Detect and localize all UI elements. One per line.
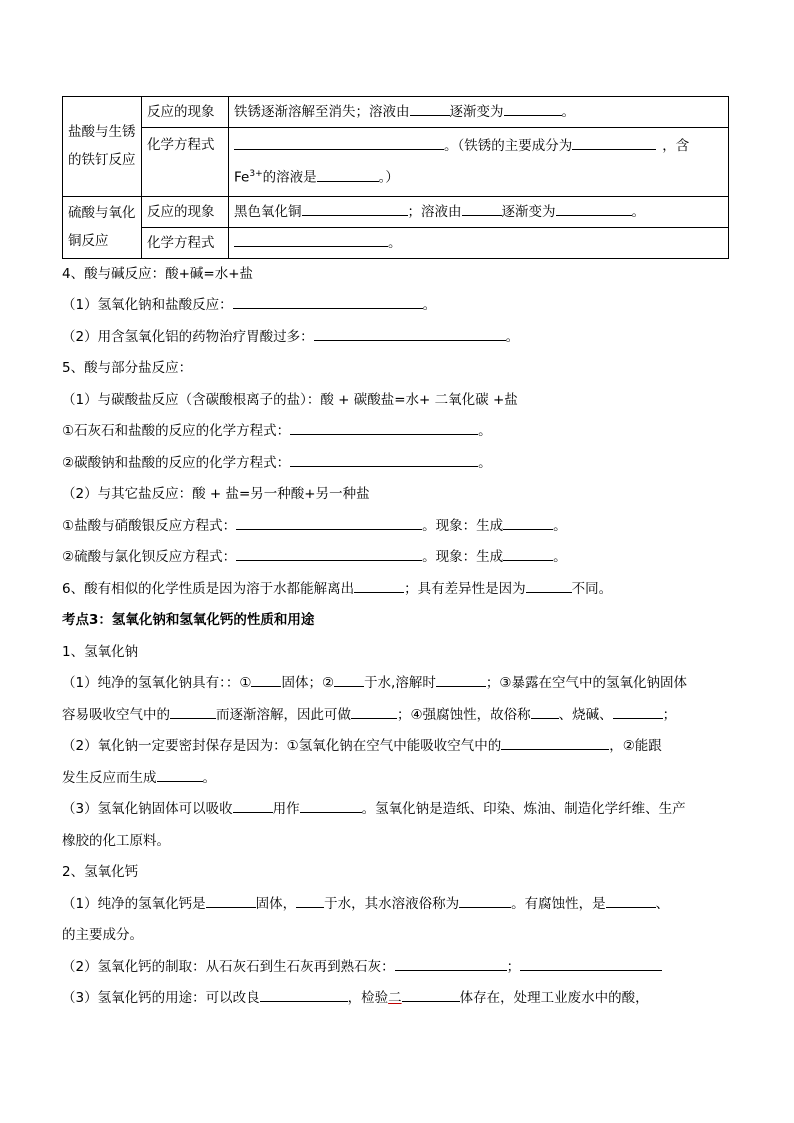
table-group-cell: 盐酸与生锈的铁钉反应 — [63, 97, 142, 197]
table-row — [63, 97, 729, 128]
question-line: 的主要成分。 — [62, 927, 143, 943]
question-line: （1）纯净的氢氧化钙是 固体， 于水，其水溶液俗称为 。有腐蚀性，是 、 — [62, 889, 732, 921]
table-group-cell: 硫酸与氧化铜反应 — [63, 196, 142, 258]
reaction-table — [62, 96, 729, 259]
question-line: （1）与碳酸盐反应（含碳酸根离子的盐）：酸 + 碳酸盐=水+ 二氧化碳 +盐 — [62, 391, 518, 408]
question-line: ①石灰石和盐酸的反应的化学方程式： 。 — [62, 416, 732, 448]
question-line: （3）氢氧化钙的用途：可以改良 ，检验二 体存在，处理工业废水中的酸， — [62, 983, 732, 1015]
table-content-cell: 。 — [229, 227, 729, 258]
table-row — [63, 227, 729, 258]
section-heading: 4、酸与碱反应：酸+碱=水+盐 — [62, 265, 254, 282]
section-heading: 5、酸与部分盐反应： — [62, 360, 193, 376]
question-line: 发生反应而生成 。 — [62, 763, 732, 795]
question-line: ②碳酸钠和盐酸的反应的化学方程式： 。 — [62, 448, 732, 480]
question-line: ①盐酸与硝酸银反应方程式： 。现象：生成 。 — [62, 511, 732, 543]
question-line: ②硫酸与氯化钡反应方程式： 。现象：生成 。 — [62, 542, 732, 574]
question-line: 6、酸有相似的化学性质是因为溶于水都能解离出 ；具有差异性是因为 不同。 — [62, 574, 732, 606]
question-line: （1）纯净的氢氧化钠具有：：① 固体；② 于水,溶解时 ；③暴露在空气中的氢氧化钠固体 — [62, 668, 732, 700]
question-line: （3）氢氧化钠固体可以吸收 用作 。氢氧化钠是造纸、印染、炼油、制造化学纤维、生产 — [62, 794, 732, 826]
table-content-cell: 黑色氧化铜 ；溶液由 逐渐变为 。 — [229, 196, 729, 227]
question-line: （1）氢氧化钠和盐酸反应： 。 — [62, 290, 732, 322]
topic-heading: 考点3：氢氧化钠和氢氧化钙的性质和用途 — [62, 612, 315, 628]
worksheet-lines — [62, 259, 732, 1015]
worksheet-page — [62, 96, 732, 1015]
question-line: （2）用含氢氧化铝的药物治疗胃酸过多： 。 — [62, 322, 732, 354]
table-label-cell: 反应的现象 — [142, 97, 229, 128]
question-line: （2）氧化钠一定要密封保存是因为：①氢氧化钠在空气中能吸收空气中的 ，②能跟 — [62, 731, 732, 763]
table-content-cell: 。（铁锈的主要成分为 ，含 $Fe^{3+}$的溶液是 。） — [229, 128, 729, 197]
table-content-cell: 铁锈逐渐溶解至消失；溶液由 逐渐变为 。 — [229, 97, 729, 128]
question-line: （2）与其它盐反应：酸 + 盐=另一种酸+另一种盐 — [62, 486, 370, 502]
question-line: （2）氢氧化钙的制取：从石灰石到生石灰再到熟石灰： ； — [62, 952, 732, 984]
section-heading: 1、氢氧化钠 — [62, 643, 139, 660]
table-label-cell: 化学方程式 — [142, 128, 229, 197]
table-label-cell: 化学方程式 — [142, 227, 229, 258]
table-row — [63, 128, 729, 197]
section-heading: 2、氢氧化钙 — [62, 864, 139, 880]
question-line: 容易吸收空气中的 而逐渐溶解，因此可做 ；④强腐蚀性，故俗称 、烧碱、 ； — [62, 700, 732, 732]
question-line: 橡胶的化工原料。 — [62, 832, 170, 849]
table-row — [63, 196, 729, 227]
table-label-cell: 反应的现象 — [142, 196, 229, 227]
